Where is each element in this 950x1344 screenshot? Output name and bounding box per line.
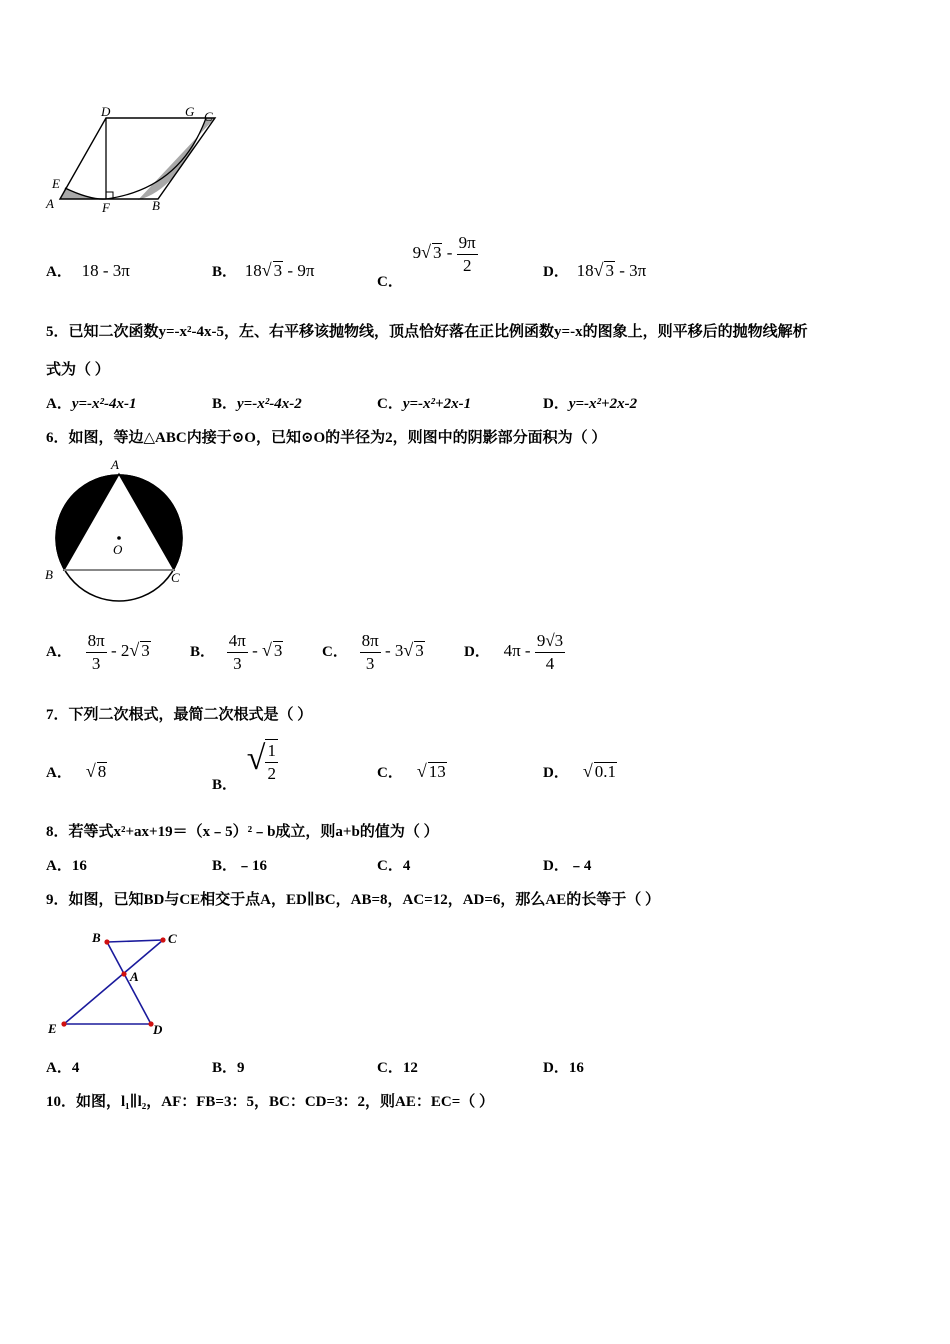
label-C: C [168, 931, 177, 946]
label-E: E [52, 176, 60, 191]
q7-option-a[interactable]: A． √ 8 [46, 761, 107, 781]
label-E: E [48, 1021, 57, 1036]
q7-option-b[interactable]: B． √ $\frac{1}{2}$ [212, 740, 276, 793]
q8-option-b[interactable]: B．﹣16 [212, 858, 268, 874]
q7-text: 7．下列二次根式，最简二次根式是（ ） [46, 707, 313, 723]
q6-option-b[interactable]: B． $\frac{4\pi}{3}$ - √ 3 [190, 631, 283, 673]
q5-text-line1: 5．已知二次函数y=-x²-4x-5，左、右平移该抛物线，顶点恰好落在正比例函数y=-x的图象上，则平移后的抛物线解析 [46, 324, 808, 340]
q10-text: 10．如图，l₁∥l₂，AF：FB=3：5，BC：CD=3：2，则AE：EC=（ ） [46, 1094, 495, 1110]
q5-option-c[interactable]: C．y=-x²+2x-1 [377, 396, 472, 412]
label-A: A [130, 969, 139, 984]
label-B: B [152, 198, 160, 213]
label-G: G [185, 104, 195, 119]
label-D: D [153, 1022, 163, 1037]
q9-option-d[interactable]: D．16 [543, 1060, 584, 1076]
q7-option-c[interactable]: C． √ 13 [377, 761, 446, 781]
point-B [104, 939, 109, 944]
label-A: A [46, 196, 54, 211]
q9-option-b[interactable]: B．9 [212, 1060, 245, 1076]
q5-option-a[interactable]: A．y=-x²-4x-1 [46, 396, 137, 412]
q9-option-a[interactable]: A．4 [46, 1060, 80, 1076]
q8-option-a[interactable]: A．16 [46, 858, 87, 874]
label-B: B [92, 930, 101, 945]
q5-option-b[interactable]: B．y=-x²-4x-2 [212, 396, 302, 412]
q4-option-c[interactable]: C． 9√ 3 - $\frac{9\pi}{2}$ [377, 233, 476, 290]
point-E [61, 1021, 66, 1026]
q8-option-c[interactable]: C．4 [377, 858, 411, 874]
parallelogram-figure [40, 104, 230, 216]
q9-option-c[interactable]: C．12 [377, 1060, 418, 1076]
q6-option-c[interactable]: C． $\frac{8\pi}{3}$ - 3√ 3 [322, 631, 424, 673]
parallelogram-outline [60, 118, 215, 199]
q4-option-d[interactable]: D． 18√ 3 - 3π [543, 260, 647, 280]
point-C [160, 937, 165, 942]
label-F: F [102, 200, 110, 215]
q4-option-b[interactable]: B． 18√ 3 - 9π [212, 260, 315, 280]
point-A [121, 971, 126, 976]
q5-text-line2: 式为（ ） [46, 362, 110, 378]
q9-text: 9．如图，已知BD与CE相交于点A，ED∥BC，AB=8，AC=12，AD=6，那么AE的长等于（ ） [46, 892, 661, 908]
label-O: O [113, 542, 123, 557]
q6-text: 6．如图，等边△ABC内接于⊙O，已知⊙O的半径为2，则图中的阴影部分面积为（ ） [46, 430, 607, 446]
q8-text: 8．若等式x²+ax+19＝（x﹣5）²﹣b成立，则a+b的值为（ ） [46, 824, 439, 840]
intersecting-lines-figure [40, 926, 180, 1040]
label-D: D [101, 104, 111, 119]
q8-option-d[interactable]: D．﹣4 [543, 858, 592, 874]
q6-option-d[interactable]: D． 4π - $\frac{9√3}{4}$ [464, 631, 564, 673]
circle-triangle-figure [40, 454, 200, 606]
label-C: C [204, 109, 213, 124]
label-A: A [111, 457, 119, 472]
q5-option-d[interactable]: D．y=-x²+2x-2 [543, 396, 638, 412]
shaded-region-right [138, 118, 215, 200]
q7-option-d[interactable]: D． √ 0.1 [543, 761, 616, 781]
q4-option-a[interactable]: A． 18 - 3π [46, 261, 130, 280]
q6-option-a[interactable]: A． $\frac{8\pi}{3}$ - 2√ 3 [46, 631, 150, 673]
label-B: B [45, 567, 53, 582]
label-C: C [171, 570, 180, 585]
